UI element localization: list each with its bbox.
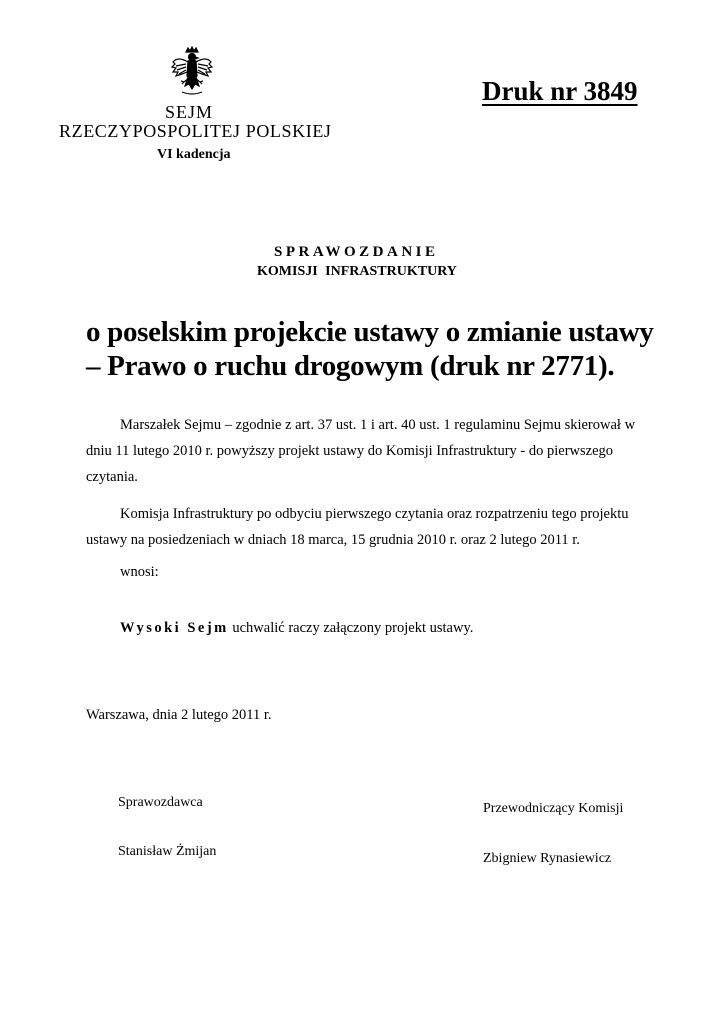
polish-eagle-icon — [170, 46, 214, 98]
sejm-label: SEJM — [165, 102, 214, 122]
rapporteur-name: Stanisław Żmijan — [118, 844, 217, 859]
document-title — [86, 315, 654, 383]
chair-name: Zbigniew Rynasiewicz — [483, 851, 612, 866]
term-label: VI kadencja — [157, 147, 231, 162]
report-heading: SPRAWOZDANIE — [274, 244, 439, 260]
paragraph-committee: Komisja Infrastruktury po odbyciu pierwszego czytania oraz rozpatrzeniu tego projektu ustawy na posiedzeniach w dniach 18 marca, 15 grudnia 2010 r. oraz 2 lutego 2011 r. — [86, 506, 629, 548]
place-date: Warszawa, dnia 2 lutego 2011 r. — [86, 707, 272, 723]
druk-number: Druk nr 3849 — [482, 76, 638, 106]
republic-label: RZECZYPOSPOLITEJ POLSKIEJ — [59, 121, 332, 141]
rapporteur-role: Sprawozdawca — [118, 795, 203, 810]
title-line-2: – Prawo o ruchu drogowym (druk nr 2771). — [86, 350, 615, 382]
wnosi-label: wnosi: — [120, 564, 159, 580]
request-text: uchwalić raczy załączony projekt ustawy. — [228, 620, 474, 636]
title-line-1: o poselskim projekcie ustawy o zmianie ustawy — [86, 316, 654, 348]
request-emphasis: Wysoki Sejm — [120, 620, 229, 636]
request-line — [120, 620, 473, 637]
committee-name: KOMISJI INFRASTRUKTURY — [257, 264, 457, 279]
chair-role: Przewodniczący Komisji — [483, 801, 624, 816]
paragraph-referral: Marszałek Sejmu – zgodnie z art. 37 ust. 1 i art. 40 ust. 1 regulaminu Sejmu skierował w dniu 11 lutego 2010 r. powyższy projekt ustawy do Komisji Infrastruktury - do pierwszego czytania. — [86, 417, 636, 485]
